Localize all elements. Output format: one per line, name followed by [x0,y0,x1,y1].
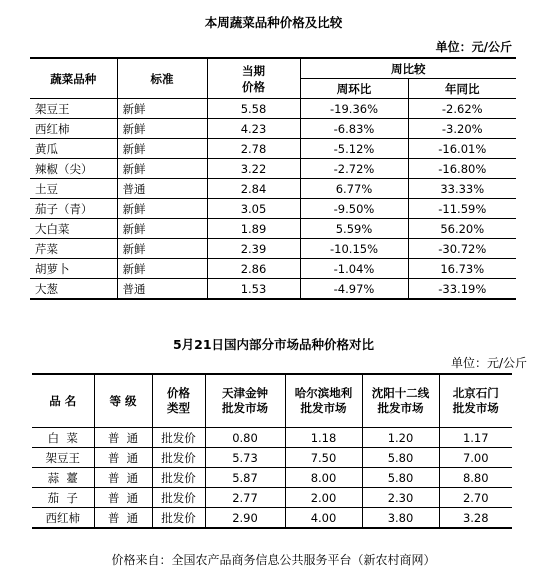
header-shenyang: 沈阳十二线 批发市场 [362,374,439,428]
cell-shenyang: 2.30 [362,488,439,508]
header-beijing: 北京石门 批发市场 [439,374,512,428]
cell-price-type: 批发价 [152,508,205,529]
cell-price: 2.78 [207,139,300,159]
market-compare-table [32,373,512,529]
cell-shenyang: 5.80 [362,448,439,468]
cell-wow: 5.59% [300,219,408,239]
table-row [30,159,516,179]
header-price: 当期 价格 [207,58,300,99]
cell-price: 3.22 [207,159,300,179]
table-row [32,488,512,508]
cell-wow: -9.50% [300,199,408,219]
cell-standard: 普通 [117,179,207,199]
cell-standard: 新鲜 [117,119,207,139]
cell-tianjin: 0.80 [205,428,285,448]
cell-name: 大白菜 [30,219,117,239]
cell-yoy: -33.19% [408,279,516,300]
cell-tianjin: 5.87 [205,468,285,488]
header-vegetable: 蔬菜品种 [30,58,117,99]
cell-yoy: -30.72% [408,239,516,259]
cell-harbin: 8.00 [285,468,362,488]
cell-yoy: -2.62% [408,99,516,119]
cell-shenyang: 3.80 [362,508,439,529]
cell-standard: 新鲜 [117,139,207,159]
cell-standard: 新鲜 [117,99,207,119]
header-name: 品 名 [32,374,94,428]
table-row [32,508,512,529]
cell-standard: 新鲜 [117,199,207,219]
cell-wow: -1.04% [300,259,408,279]
table-row [30,199,516,219]
cell-price: 2.39 [207,239,300,259]
cell-yoy: -16.80% [408,159,516,179]
cell-wow: -2.72% [300,159,408,179]
header-weekly-compare: 周比较 [300,58,516,79]
cell-wow: 6.77% [300,179,408,199]
header-grade: 等 级 [94,374,152,428]
cell-grade: 普 通 [94,448,152,468]
cell-yoy: 16.73% [408,259,516,279]
table-row [30,119,516,139]
cell-name: 辣椒（尖） [30,159,117,179]
cell-beijing: 8.80 [439,468,512,488]
cell-beijing: 7.00 [439,448,512,468]
cell-shenyang: 1.20 [362,428,439,448]
cell-name: 茄子（青） [30,199,117,219]
cell-name: 黄瓜 [30,139,117,159]
table1-title: 本周蔬菜品种价格及比较 [204,15,343,30]
cell-yoy: 56.20% [408,219,516,239]
cell-shenyang: 5.80 [362,468,439,488]
table-row [30,219,516,239]
cell-standard: 新鲜 [117,219,207,239]
cell-grade: 普 通 [94,468,152,488]
header-standard: 标准 [117,58,207,99]
table-row [30,279,516,300]
cell-name: 茄 子 [32,488,94,508]
cell-harbin: 2.00 [285,488,362,508]
cell-standard: 新鲜 [117,159,207,179]
cell-price-type: 批发价 [152,488,205,508]
table-row [30,99,516,119]
cell-wow: -5.12% [300,139,408,159]
cell-price: 2.84 [207,179,300,199]
cell-harbin: 4.00 [285,508,362,529]
cell-grade: 普 通 [94,508,152,529]
header-wow: 周环比 [300,79,408,99]
cell-name: 芹菜 [30,239,117,259]
cell-beijing: 2.70 [439,488,512,508]
cell-price: 3.05 [207,199,300,219]
table-row [32,448,512,468]
cell-beijing: 1.17 [439,428,512,448]
table-row [32,428,512,448]
cell-name: 架豆王 [30,99,117,119]
cell-tianjin: 2.90 [205,508,285,529]
cell-price: 1.53 [207,279,300,300]
cell-price: 1.89 [207,219,300,239]
table2-title: 5月21日国内部分市场品种价格对比 [172,337,375,352]
cell-standard: 新鲜 [117,239,207,259]
cell-yoy: -16.01% [408,139,516,159]
cell-grade: 普 通 [94,488,152,508]
cell-standard: 新鲜 [117,259,207,279]
weekly-price-table [30,57,516,300]
cell-grade: 普 通 [94,428,152,448]
table-row [32,468,512,488]
cell-price: 4.23 [207,119,300,139]
cell-name: 西红柿 [30,119,117,139]
table-row [30,179,516,199]
cell-harbin: 1.18 [285,428,362,448]
table2-unit: 单位：元/公斤 [450,356,527,370]
cell-tianjin: 5.73 [205,448,285,468]
cell-wow: -19.36% [300,99,408,119]
cell-beijing: 3.28 [439,508,512,529]
cell-name: 蒜 薹 [32,468,94,488]
cell-harbin: 7.50 [285,448,362,468]
table-row [30,239,516,259]
cell-wow: -10.15% [300,239,408,259]
header-tianjin: 天津金钟 批发市场 [205,374,285,428]
cell-yoy: -11.59% [408,199,516,219]
table1-unit: 单位：元/公斤 [435,40,512,54]
header-price-type: 价格 类型 [152,374,205,428]
cell-price: 2.86 [207,259,300,279]
cell-price-type: 批发价 [152,428,205,448]
header-yoy: 年同比 [408,79,516,99]
cell-price: 5.58 [207,99,300,119]
table-row [30,259,516,279]
cell-name: 白 菜 [32,428,94,448]
cell-wow: -6.83% [300,119,408,139]
cell-name: 胡萝卜 [30,259,117,279]
cell-yoy: 33.33% [408,179,516,199]
cell-wow: -4.97% [300,279,408,300]
cell-yoy: -3.20% [408,119,516,139]
cell-price-type: 批发价 [152,448,205,468]
cell-price-type: 批发价 [152,468,205,488]
cell-name: 架豆王 [32,448,94,468]
source-note: 价格来自：全国农产品商务信息公共服务平台（新农村商网） [111,553,436,567]
table-row [30,139,516,159]
cell-tianjin: 2.77 [205,488,285,508]
cell-standard: 普通 [117,279,207,300]
header-harbin: 哈尔滨地利 批发市场 [285,374,362,428]
cell-name: 大葱 [30,279,117,300]
cell-name: 土豆 [30,179,117,199]
cell-name: 西红柿 [32,508,94,529]
